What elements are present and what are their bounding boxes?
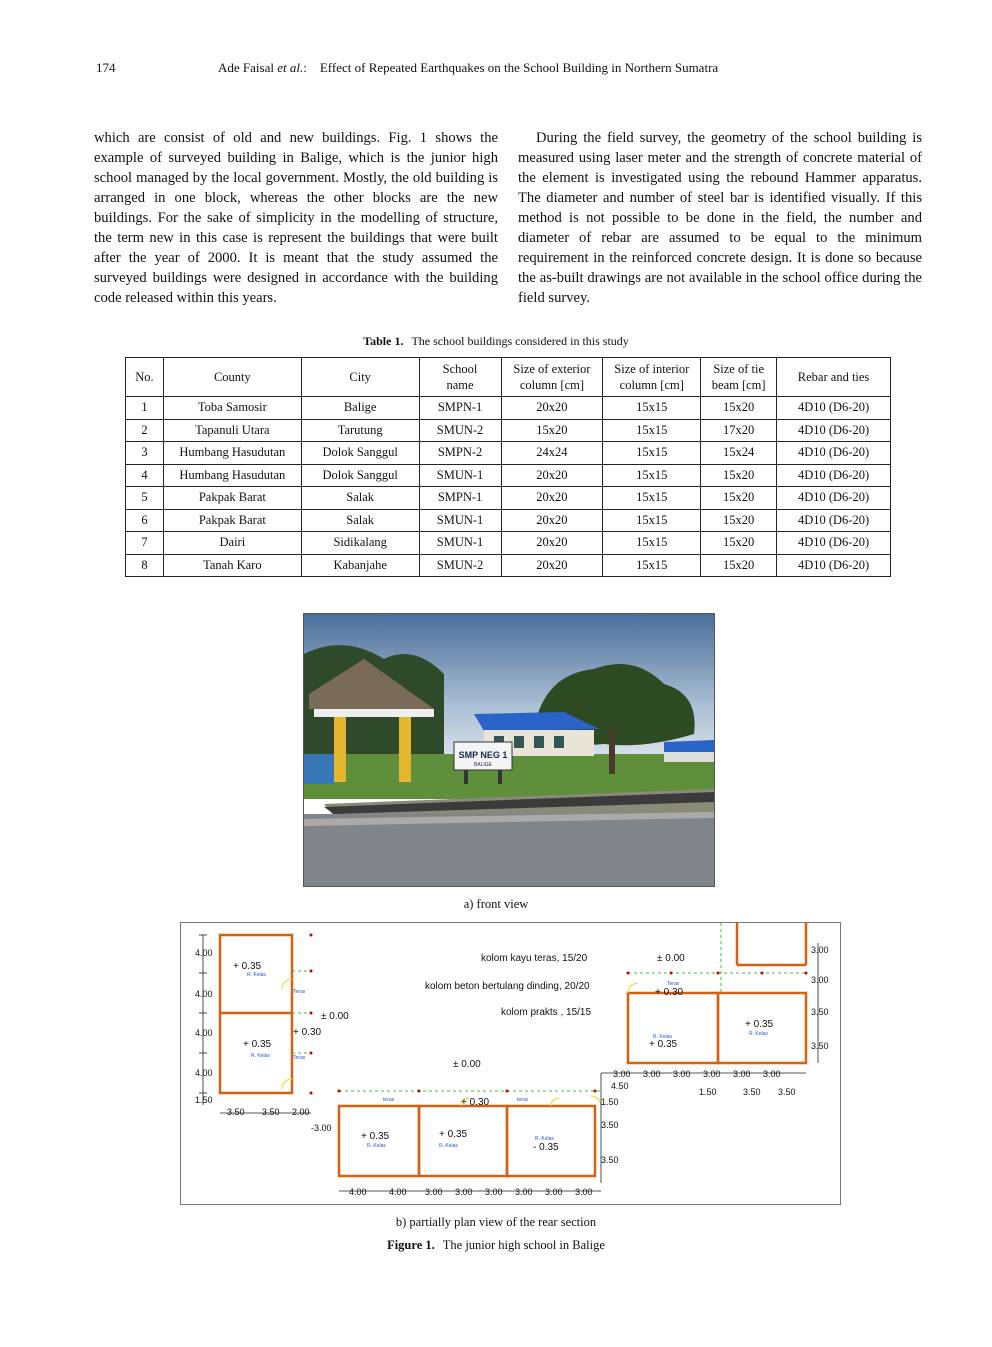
- figure-caption: [0, 1238, 992, 1253]
- th-city: City: [301, 358, 419, 397]
- dim-text: 4.00: [195, 1028, 213, 1038]
- th-ext-l2: column [cm]: [519, 378, 585, 392]
- room-label: R. Kelas: [247, 972, 266, 978]
- dim-text: 3.00: [763, 1069, 781, 1079]
- header-et-al: et al.: [277, 60, 304, 75]
- dim-text: 1.50: [195, 1095, 213, 1105]
- cell-county: Humbang Hasudutan: [163, 442, 301, 465]
- cell-ext: 15x20: [501, 419, 603, 442]
- th-ext: [501, 358, 603, 397]
- elev-plus035: + 0.35: [439, 1129, 468, 1140]
- elev-plus035: + 0.35: [745, 1019, 774, 1030]
- dim-text: 3.00: [515, 1187, 533, 1197]
- room-label: R. Kelas: [535, 1136, 554, 1142]
- cell-school: SMPN-2: [419, 442, 501, 465]
- table-row: [126, 487, 891, 510]
- dim-text: 4.50: [611, 1081, 629, 1091]
- cell-no: 3: [126, 442, 164, 465]
- dim-text: 1.50: [601, 1097, 619, 1107]
- cell-tie: 15x20: [701, 509, 777, 532]
- th-int-l1: Size of interior: [614, 362, 690, 376]
- elev-zero: ± 0.00: [453, 1059, 481, 1070]
- elev-minus035: - 0.35: [533, 1142, 559, 1153]
- cell-ext: 20x20: [501, 397, 603, 420]
- dim-text: 3.50: [262, 1107, 280, 1117]
- cell-int: 15x15: [603, 397, 701, 420]
- cell-tie: 15x20: [701, 532, 777, 555]
- cell-city: Tarutung: [301, 419, 419, 442]
- cell-no: 5: [126, 487, 164, 510]
- cell-city: Sidikalang: [301, 532, 419, 555]
- cell-int: 15x15: [603, 487, 701, 510]
- dim-text: 3.00: [811, 945, 829, 955]
- cell-school: SMUN-2: [419, 419, 501, 442]
- label-kayu: kolom kayu teras, 15/20: [481, 953, 588, 964]
- dim-text: 3.00: [643, 1069, 661, 1079]
- dim-text: 3.50: [778, 1087, 796, 1097]
- cell-rebar: 4D10 (D6-20): [777, 397, 891, 420]
- cell-county: Pakpak Barat: [163, 487, 301, 510]
- dim-text: 3.00: [703, 1069, 721, 1079]
- school-buildings-table: [125, 357, 891, 577]
- elev-plus035: + 0.35: [649, 1039, 678, 1050]
- cell-tie: 15x20: [701, 487, 777, 510]
- cell-county: Humbang Hasudutan: [163, 464, 301, 487]
- dim-text: 1.50: [699, 1087, 717, 1097]
- elev-plus035: + 0.35: [233, 961, 262, 972]
- cell-city: Salak: [301, 509, 419, 532]
- cell-county: Toba Samosir: [163, 397, 301, 420]
- cell-school: SMPN-1: [419, 397, 501, 420]
- cell-no: 7: [126, 532, 164, 555]
- dim-text: 2.00: [292, 1107, 310, 1117]
- th-school-l1: School: [442, 362, 478, 376]
- room-label: R. Kelas: [439, 1143, 458, 1149]
- dim-text: -3.00: [311, 1123, 332, 1133]
- cell-school: SMPN-1: [419, 487, 501, 510]
- label-prakts: kolom prakts , 15/15: [501, 1007, 592, 1018]
- school-front-photo: [303, 613, 715, 887]
- room-label: R. Kelas: [367, 1143, 386, 1149]
- cell-int: 15x15: [603, 464, 701, 487]
- cell-no: 8: [126, 554, 164, 577]
- table-row: [126, 554, 891, 577]
- table-caption-label: Table 1.: [363, 334, 404, 348]
- table-row: [126, 442, 891, 465]
- th-school: [419, 358, 501, 397]
- cell-tie: 15x24: [701, 442, 777, 465]
- dim-text: 3.00: [733, 1069, 751, 1079]
- cell-city: Salak: [301, 487, 419, 510]
- figure-label: Figure 1.: [387, 1238, 435, 1252]
- terrace-label: teras: [517, 1097, 529, 1103]
- left-column: [94, 128, 498, 308]
- cell-city: Dolok Sanggul: [301, 442, 419, 465]
- cell-ext: 20x20: [501, 554, 603, 577]
- cell-int: 15x15: [603, 509, 701, 532]
- cell-rebar: 4D10 (D6-20): [777, 487, 891, 510]
- cell-ext: 20x20: [501, 487, 603, 510]
- table-row: [126, 419, 891, 442]
- cell-no: 4: [126, 464, 164, 487]
- th-no: No.: [126, 358, 164, 397]
- elev-plus035: + 0.35: [361, 1131, 390, 1142]
- elev-plus030: + 0.30: [461, 1097, 490, 1108]
- elev-plus030: + 0.30: [293, 1027, 322, 1038]
- room-label: R. Kelas: [653, 1034, 672, 1040]
- table-row: [126, 397, 891, 420]
- dim-text: 3.00: [811, 975, 829, 985]
- dim-text: 3.00: [425, 1187, 443, 1197]
- dim-text: 3.00: [545, 1187, 563, 1197]
- cell-county: Tapanuli Utara: [163, 419, 301, 442]
- cell-city: Balige: [301, 397, 419, 420]
- running-title: [218, 60, 718, 76]
- cell-county: Dairi: [163, 532, 301, 555]
- caption-a: a) front view: [463, 897, 529, 911]
- photo-illustration: [304, 614, 714, 886]
- header-title: Effect of Repeated Earthquakes on the School Building in Northern Sumatra: [319, 60, 719, 75]
- terrace-label: Teras: [293, 1055, 306, 1061]
- dim-text: 4.00: [195, 948, 213, 958]
- room-label: R. Kelas: [749, 1031, 768, 1037]
- sign-subtext: BALIGE: [473, 762, 493, 768]
- cell-school: SMUN-1: [419, 532, 501, 555]
- dim-text: 3.00: [613, 1069, 631, 1079]
- cell-rebar: 4D10 (D6-20): [777, 509, 891, 532]
- cell-rebar: 4D10 (D6-20): [777, 532, 891, 555]
- plan-drawing: [181, 923, 840, 1204]
- cell-school: SMUN-2: [419, 554, 501, 577]
- cell-tie: 15x20: [701, 397, 777, 420]
- room-label: R. Kelas: [251, 1053, 270, 1059]
- cell-ext: 20x20: [501, 464, 603, 487]
- cell-int: 15x15: [603, 532, 701, 555]
- cell-rebar: 4D10 (D6-20): [777, 464, 891, 487]
- right-paragraph: During the field survey, the geometry of the school building is measured using laser meter and the strength of concrete material of the element is investigated using the rebound Hammer apparatus. The diameter and number of steel bar is identified visually. If this method is not possible to be done in the field, the number and diameter of rebar are assumed to be equal to the minimum requirement in the reinforced concrete design. It is done so because the as-built drawings are not available in the school office during the field survey.: [518, 130, 922, 306]
- dim-text: 3.50: [227, 1107, 245, 1117]
- cell-no: 6: [126, 509, 164, 532]
- running-header: [96, 60, 920, 80]
- cell-rebar: 4D10 (D6-20): [777, 419, 891, 442]
- dim-text: 3.00: [455, 1187, 473, 1197]
- terrace-label: teras: [383, 1097, 395, 1103]
- cell-no: 1: [126, 397, 164, 420]
- elev-zero: ± 0.00: [321, 1011, 349, 1022]
- th-school-l2: name: [446, 378, 474, 392]
- cell-int: 15x15: [603, 442, 701, 465]
- dim-text: 4.00: [389, 1187, 407, 1197]
- cell-ext: 24x24: [501, 442, 603, 465]
- terrace-label: Teras: [667, 981, 680, 987]
- header-colon: :: [303, 60, 307, 75]
- cell-ext: 20x20: [501, 509, 603, 532]
- page-number: 174: [96, 60, 116, 75]
- cell-county: Tanah Karo: [163, 554, 301, 577]
- dim-text: 3.50: [811, 1041, 829, 1051]
- table-row: [126, 464, 891, 487]
- figure-title: The junior high school in Balige: [442, 1238, 605, 1252]
- sign-text: SMP NEG 1: [458, 750, 508, 760]
- cell-rebar: 4D10 (D6-20): [777, 442, 891, 465]
- th-rebar: Rebar and ties: [777, 358, 891, 397]
- dim-text: 3.00: [673, 1069, 691, 1079]
- dim-text: 3.50: [743, 1087, 761, 1097]
- cell-rebar: 4D10 (D6-20): [777, 554, 891, 577]
- cell-int: 15x15: [603, 419, 701, 442]
- floor-plan: [180, 922, 841, 1205]
- dim-text: 3.50: [601, 1155, 619, 1165]
- dim-text: 4.00: [349, 1187, 367, 1197]
- terrace-label: Teras: [293, 989, 306, 995]
- cell-ext: 20x20: [501, 532, 603, 555]
- th-int-l2: column [cm]: [619, 378, 684, 392]
- th-tie-l1: Size of tie: [713, 362, 764, 376]
- table-caption-text: The school buildings considered in this study: [411, 334, 629, 348]
- table-caption: [0, 334, 992, 349]
- cell-city: Kabanjahe: [301, 554, 419, 577]
- table-row: [126, 509, 891, 532]
- th-county: County: [163, 358, 301, 397]
- right-column: [518, 128, 922, 308]
- th-tie-l2: beam [cm]: [711, 378, 766, 392]
- dim-text: 3.50: [601, 1120, 619, 1130]
- th-tie: [701, 358, 777, 397]
- cell-county: Pakpak Barat: [163, 509, 301, 532]
- elev-plus030: + 0.30: [655, 987, 684, 998]
- elev-zero: ± 0.00: [657, 953, 685, 964]
- cell-tie: 15x20: [701, 464, 777, 487]
- cell-int: 15x15: [603, 554, 701, 577]
- header-authors: Ade Faisal: [218, 60, 274, 75]
- left-paragraph: which are consist of old and new buildings. Fig. 1 shows the example of surveyed building in Balige, which is the junior high school managed by the local government. Mostly, the old building is arranged in one block, whereas the other blocks are the new buildings. For the sake of simplicity in the modelling of structure, the term new in this case is represent the buildings that were built after the year of 2000. It is meant that the study assumed the surveyed buildings were designed in accordance with the building code released within this years.: [94, 130, 498, 306]
- th-int: [603, 358, 701, 397]
- label-beton: kolom beton bertulang dinding, 20/20: [425, 981, 590, 992]
- table-header-row: [126, 358, 891, 397]
- cell-no: 2: [126, 419, 164, 442]
- table-row: [126, 532, 891, 555]
- dim-text: 4.00: [195, 1068, 213, 1078]
- cell-school: SMUN-1: [419, 509, 501, 532]
- dim-text: 3.00: [485, 1187, 503, 1197]
- cell-school: SMUN-1: [419, 464, 501, 487]
- dim-text: 4.00: [195, 989, 213, 999]
- dim-text: 3.50: [811, 1007, 829, 1017]
- cell-city: Dolok Sanggul: [301, 464, 419, 487]
- elev-plus035: + 0.35: [243, 1039, 272, 1050]
- caption-b: b) partially plan view of the rear section: [395, 1215, 597, 1229]
- dim-text: 3.00: [575, 1187, 593, 1197]
- cell-tie: 15x20: [701, 554, 777, 577]
- th-ext-l1: Size of exterior: [513, 362, 591, 376]
- cell-tie: 17x20: [701, 419, 777, 442]
